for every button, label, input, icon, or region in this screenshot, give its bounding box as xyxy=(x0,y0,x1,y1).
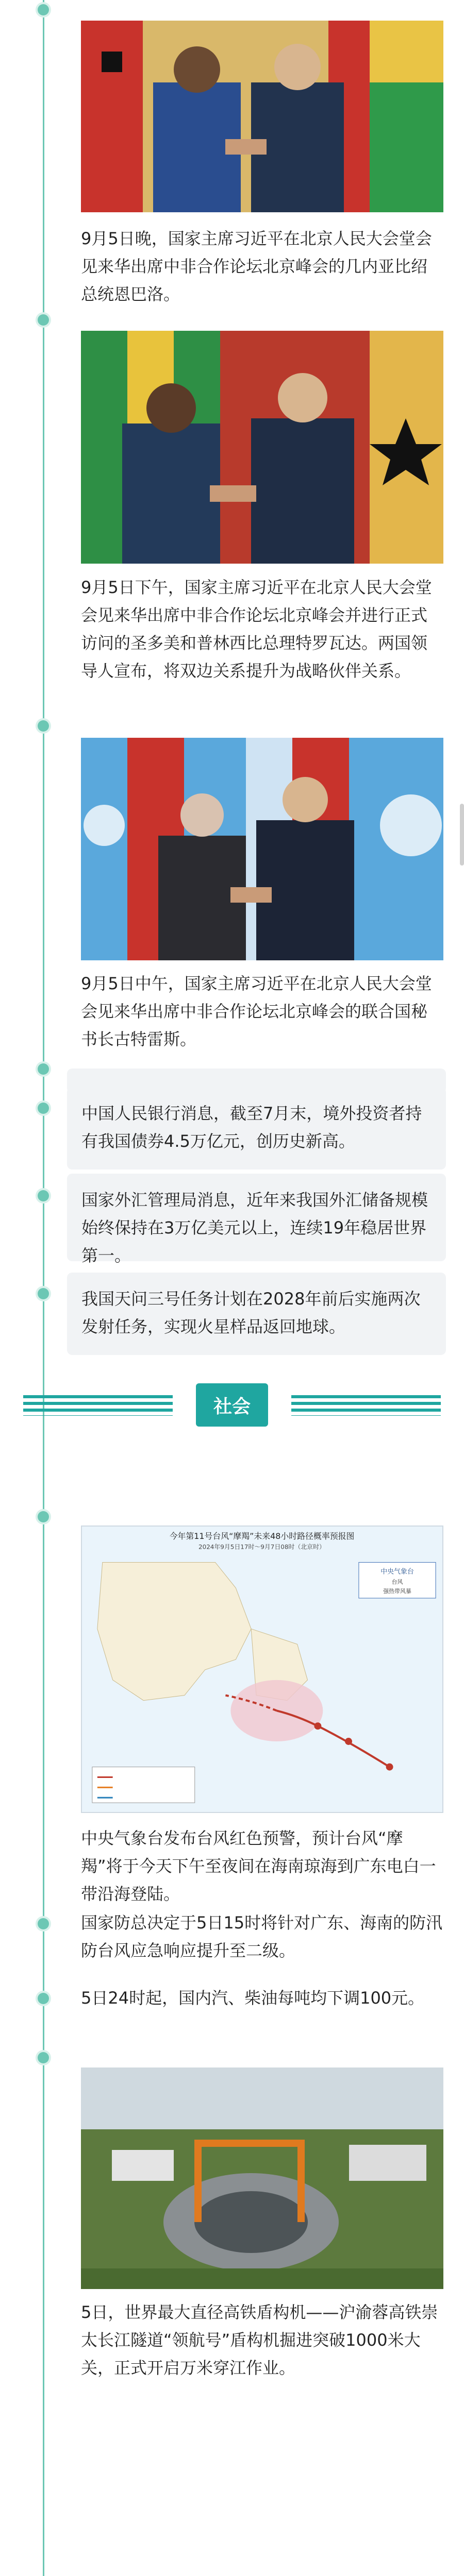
timeline-node xyxy=(38,314,49,326)
meeting-photo-2 xyxy=(81,331,443,564)
news-card-text-2: 国家外汇管理局消息，近年来我国外汇储备规模始终保持在3万亿美元以上，连续19年稳居世界第一。 xyxy=(81,1190,428,1265)
news-card-text-1: 中国人民银行消息，截至7月末，境外投资者持有我国债券4.5万亿元，创历史新高。 xyxy=(81,1104,422,1151)
meeting-photo-1 xyxy=(81,21,443,212)
meeting-photo-3 xyxy=(81,738,443,960)
map-legend-line-2: 强热带风暴 xyxy=(383,1588,411,1595)
society-text-2: 国家防总决定于5日15时将针对广东、海南的防汛防台风应急响应提升至二级。 xyxy=(81,1913,443,1960)
news-card-1 xyxy=(67,1087,446,1170)
timeline-node xyxy=(38,1918,49,1929)
timeline-node xyxy=(38,1063,49,1075)
timeline-node xyxy=(38,1103,49,1114)
news-card-text-3: 我国天问三号任务计划在2028年前后实施两次发射任务，实现火星样品返回地球。 xyxy=(81,1289,421,1336)
timeline-node xyxy=(38,1511,49,1522)
item-text-2: 9月5日下午，国家主席习近平在北京人民大会堂会见来华出席中非合作论坛北京峰会并进行正式访问的圣多美和普林西比总理特罗瓦达。两国领导人宣布，将双边关系提升为战略伙伴关系。 xyxy=(81,578,432,681)
map-title: 今年第11号台风“摩羯”未来48小时路径概率预报图 xyxy=(169,1531,355,1541)
scrollbar-thumb[interactable] xyxy=(460,804,464,866)
divider-stripes-left xyxy=(23,1395,173,1416)
section-divider xyxy=(23,1381,441,1427)
timeline-node xyxy=(38,4,49,15)
society-text-1: 中央气象台发布台风红色预警，预计台风“摩羯”将于今天下午至夜间在海南琼海到广东电白一带沿海登陆。 xyxy=(81,1828,436,1904)
item-text-1: 9月5日晚，国家主席习近平在北京人民大会堂会见来华出席中非合作论坛北京峰会的几内亚比绍总统恩巴洛。 xyxy=(81,229,432,304)
section-badge: 社会 xyxy=(196,1383,268,1427)
news-card-2 xyxy=(67,1174,446,1265)
society-text-4: 5日，世界最大直径高铁盾构机——沪渝蓉高铁崇太长江隧道“领航号”盾构机掘进突破1000米大关，正式开启万米穿江作业。 xyxy=(81,2302,438,2378)
item-text-3: 9月5日中午，国家主席习近平在北京人民大会堂会见来华出席中非合作论坛北京峰会的联合国秘书长古特雷斯。 xyxy=(81,974,432,1049)
timeline-node xyxy=(38,1993,49,2004)
timeline-node xyxy=(38,1190,49,1201)
divider-stripes-right xyxy=(291,1395,441,1416)
map-legend-line-1: 台风 xyxy=(391,1579,403,1586)
society-text-3: 5日24时起，国内汽、柴油每吨均下调100元。 xyxy=(81,1988,425,2008)
tunnel-boring-photo xyxy=(81,2067,443,2289)
timeline-node xyxy=(38,720,49,732)
typhoon-forecast-map xyxy=(81,1526,443,1813)
timeline-node xyxy=(38,2052,49,2063)
map-legend-title: 中央气象台 xyxy=(380,1568,414,1576)
map-subtitle: 2024年9月5日17时～9月7日08时（北京时） xyxy=(198,1543,325,1551)
news-card-3 xyxy=(67,1273,446,1355)
timeline-node xyxy=(38,1288,49,1299)
